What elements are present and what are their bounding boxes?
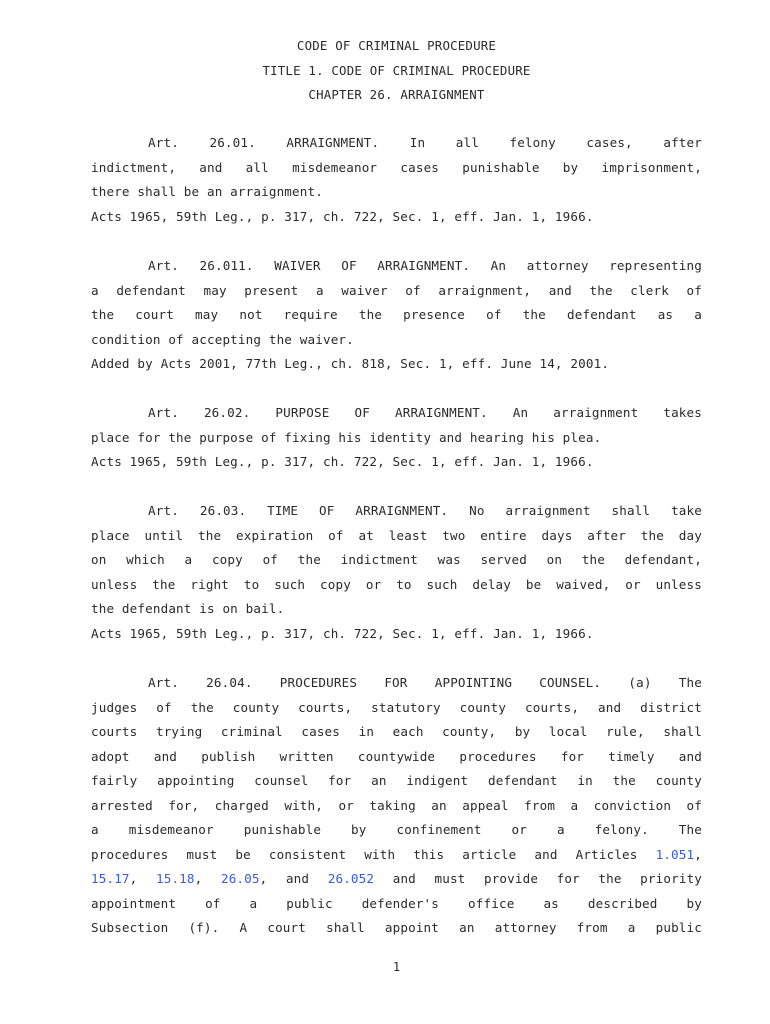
- article-link-15-18[interactable]: 15.18: [155, 871, 195, 886]
- article-26-02-line-1: Art. 26.02. PURPOSE OF ARRAIGNMENT. An arraignment takes: [148, 405, 702, 420]
- article-link-1-051[interactable]: 1.051: [655, 847, 695, 862]
- article-26-03-line-5: the defendant is on bail.: [91, 601, 285, 616]
- code-heading: CODE OF CRIMINAL PROCEDURE: [296, 38, 497, 53]
- article-26-03-line-3: on which a copy of the indictment was served on the defendant,: [91, 552, 702, 567]
- chapter-heading: CHAPTER 26. ARRAIGNMENT: [308, 87, 485, 102]
- article-26-011-source: Added by Acts 2001, 77th Leg., ch. 818, Sec. 1, eff. June 14, 2001.: [91, 356, 610, 371]
- article-26-01-line-3: there shall be an arraignment.: [91, 184, 323, 199]
- comma: ,: [194, 871, 203, 886]
- article-26-03-line-1: Art. 26.03. TIME OF ARRAIGNMENT. No arraignment shall take: [148, 503, 702, 518]
- article-link-15-17[interactable]: 15.17: [91, 871, 130, 886]
- article-26-04-line-5: fairly appointing counsel for an indigent defendant in the county: [91, 773, 702, 788]
- article-26-011-line-1: Art. 26.011. WAIVER OF ARRAIGNMENT. An attorney representing: [148, 258, 702, 273]
- article-26-04-line-9: [91, 870, 702, 888]
- title-heading: TITLE 1. CODE OF CRIMINAL PROCEDURE: [262, 63, 531, 78]
- article-26-04-line-7: a misdemeanor punishable by confinement or a felony. The: [91, 822, 702, 837]
- article-26-04-line-11: Subsection (f). A court shall appoint an attorney from a public: [91, 920, 702, 935]
- article-26-03-line-4: unless the right to such copy or to such delay be waived, or unless: [91, 577, 702, 592]
- article-26-011-line-4: condition of accepting the waiver.: [91, 332, 354, 347]
- article-26-04-line-2: judges of the county courts, statutory county courts, and district: [91, 700, 702, 715]
- article-link-26-052[interactable]: 26.052: [327, 871, 375, 886]
- page-number: 1: [392, 960, 401, 974]
- article-26-02-source: Acts 1965, 59th Leg., p. 317, ch. 722, Sec. 1, eff. Jan. 1, 1966.: [91, 454, 594, 469]
- article-26-03-source: Acts 1965, 59th Leg., p. 317, ch. 722, Sec. 1, eff. Jan. 1, 1966.: [91, 626, 594, 641]
- article-26-04-line-10: appointment of a public defender's office as described by: [91, 896, 702, 911]
- article-26-01-line-2: indictment, and all misdemeanor cases punishable by imprisonment,: [91, 160, 702, 175]
- article-26-03-line-2: place until the expiration of at least two entire days after the day: [91, 528, 702, 543]
- conjunction-and: and: [285, 871, 310, 886]
- article-26-01-line-1: Art. 26.01. ARRAIGNMENT. In all felony cases, after: [148, 135, 702, 150]
- article-26-04-line-1: Art. 26.04. PROCEDURES FOR APPOINTING COUNSEL. (a) The: [148, 675, 702, 690]
- comma: ,: [259, 871, 268, 886]
- article-26-01-source: Acts 1965, 59th Leg., p. 317, ch. 722, Sec. 1, eff. Jan. 1, 1966.: [91, 209, 594, 224]
- article-26-04-line-4: adopt and publish written countywide procedures for timely and: [91, 749, 702, 764]
- article-26-04-line-6: arrested for, charged with, or taking an appeal from a conviction of: [91, 798, 702, 813]
- article-26-011-line-2: a defendant may present a waiver of arraignment, and the clerk of: [91, 283, 702, 298]
- article-26-011-line-3: the court may not require the presence of the defendant as a: [91, 307, 702, 322]
- line-8-text: procedures must be consistent with this article and Articles: [91, 847, 638, 862]
- article-link-26-05[interactable]: 26.05: [220, 871, 260, 886]
- article-26-04-line-3: courts trying criminal cases in each county, by local rule, shall: [91, 724, 702, 739]
- comma: ,: [129, 871, 138, 886]
- article-26-04-line-8: [91, 846, 702, 864]
- article-26-02-line-2: place for the purpose of fixing his identity and hearing his plea.: [91, 430, 602, 445]
- line-9-text: and must provide for the priority: [392, 871, 703, 886]
- comma: ,: [694, 847, 702, 862]
